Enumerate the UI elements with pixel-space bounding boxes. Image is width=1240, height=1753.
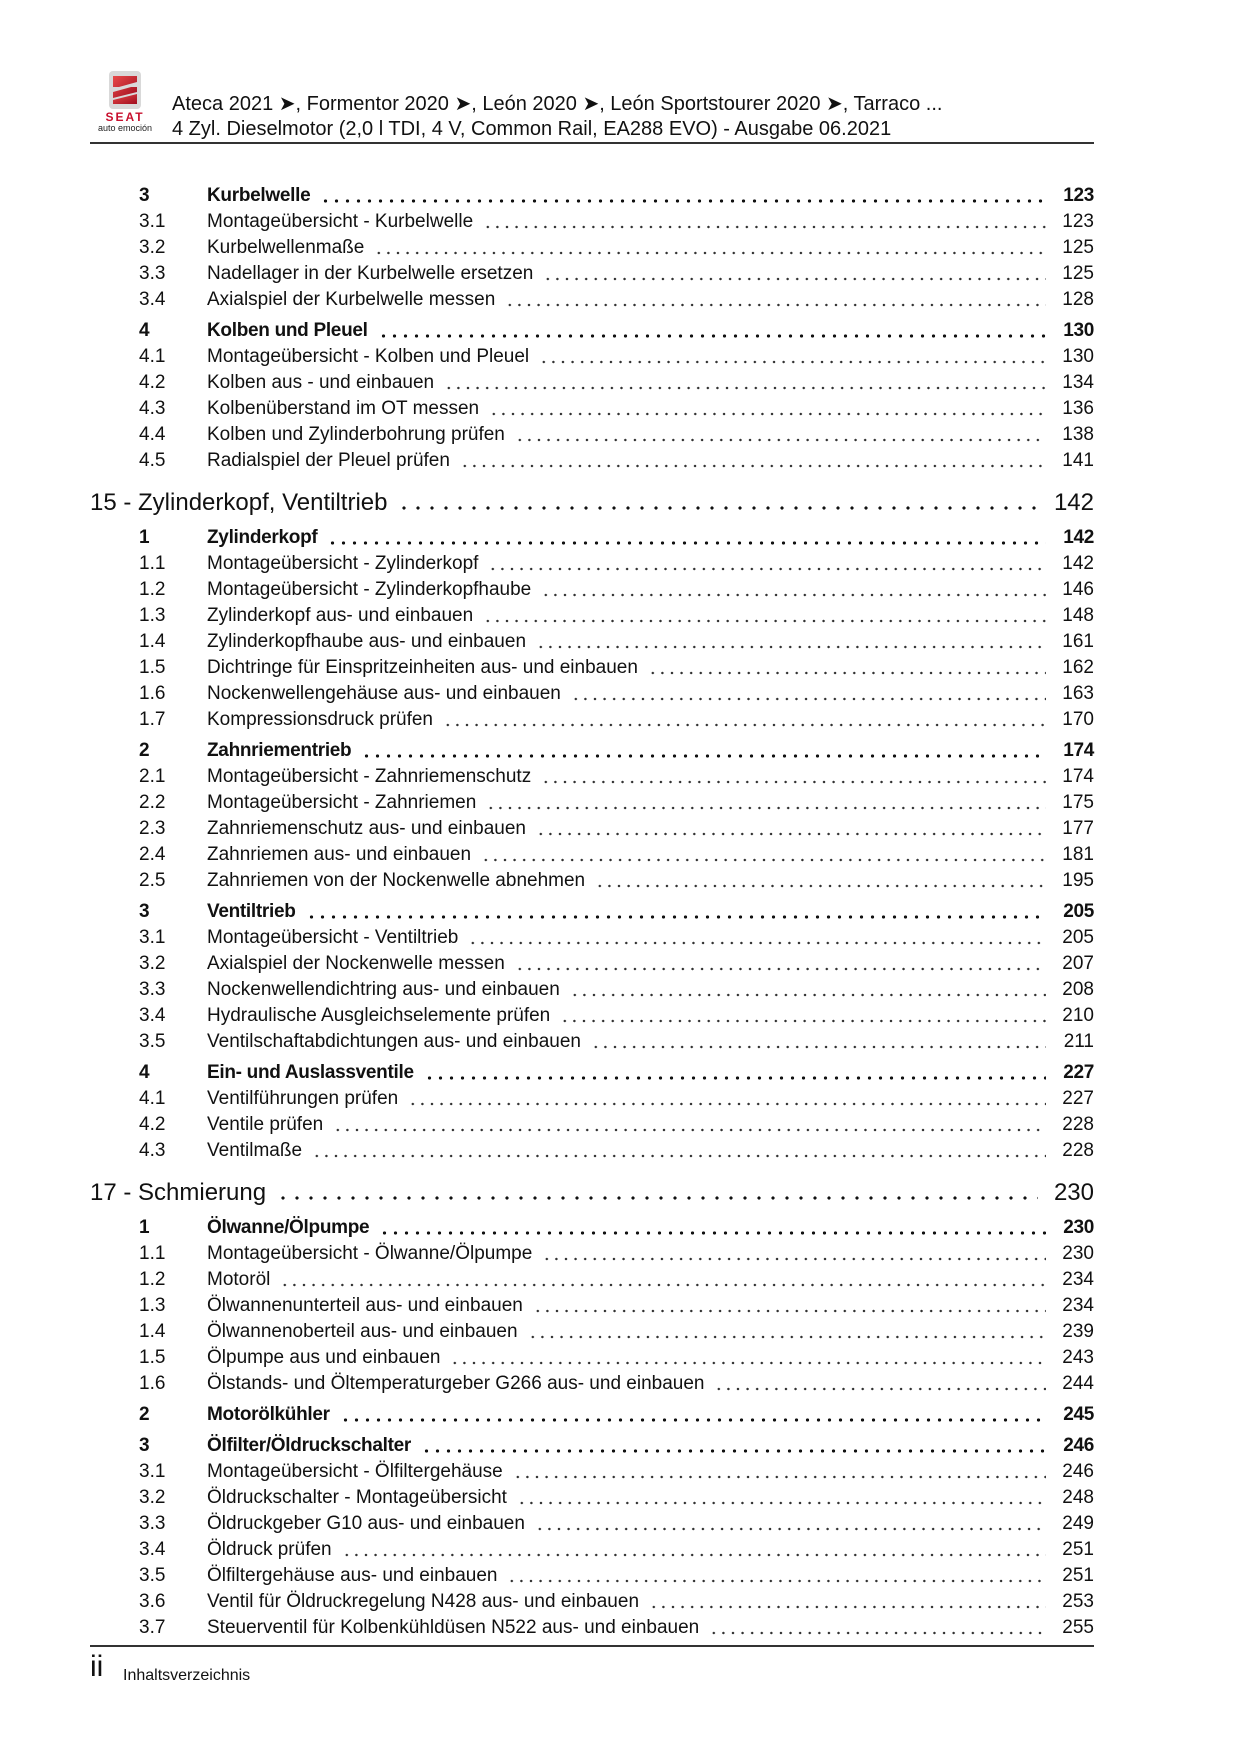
toc-leader-dots [536,832,1046,836]
toc-entry-title: Ölfilter/Öldruckschalter [207,1435,411,1456]
toc-entry-page: 227 [1062,1088,1094,1109]
toc-entry-page: 148 [1062,605,1094,626]
toc-item-row[interactable] [90,707,1094,733]
toc-entry-number: 4.3 [139,398,166,419]
toc-entry-number: 3.2 [139,237,166,258]
toc-entry-title: Motoröl [207,1269,271,1290]
toc-entry-number: 3.3 [139,263,166,284]
toc-entry-number: 1.2 [139,579,166,600]
toc-entry-title: Zylinderkopf aus- und einbauen [207,605,474,626]
toc-leader-dots [536,645,1046,649]
toc-entry-page: 123 [1063,185,1094,206]
toc-leader-dots [648,671,1046,675]
toc-section-row[interactable] [90,1215,1094,1241]
toc-entry-title: Öldruck prüfen [207,1539,332,1560]
toc-entry-title: Montageübersicht - Zylinderkopfhaube [207,579,532,600]
toc-entry-number: 3 [139,185,150,206]
toc-entry-number: 1.3 [139,1295,166,1316]
toc-entry-number: 3.4 [139,1539,166,1560]
toc-entry-number: 1.6 [139,1373,166,1394]
toc-entry-number: 3.1 [139,927,166,948]
toc-leader-dots [528,1335,1046,1339]
toc-entry-page: 253 [1062,1591,1094,1612]
toc-item-row[interactable] [90,681,1094,707]
toc-entry-title: Zahnriemenschutz aus- und einbauen [207,818,526,839]
toc-entry-page: 211 [1063,1031,1094,1052]
toc-entry-page: 134 [1062,372,1094,393]
toc-entry-number: 3.5 [139,1031,166,1052]
toc-entry-page: 163 [1062,683,1094,704]
toc-section-row[interactable] [90,738,1094,764]
toc-leader-dots [280,1283,1046,1287]
toc-entry-title: Ölstands- und Öltemperaturgeber G266 aus- und einbauen [207,1373,705,1394]
toc-item-row[interactable] [90,1615,1094,1641]
toc-section-row[interactable] [90,1060,1094,1086]
toc-entry-number: 4 [139,1062,150,1083]
toc-leader-dots [507,1579,1046,1583]
toc-entry-page: 181 [1062,844,1094,865]
toc-leader-dots [649,1605,1046,1609]
toc-entry-number: 2 [139,1404,150,1425]
toc-entry-number: 1.1 [139,1243,166,1264]
toc-item-row[interactable] [90,1511,1094,1537]
toc-item-row[interactable] [90,977,1094,1003]
toc-entry-title: Öldruckgeber G10 aus- und einbauen [207,1513,525,1534]
toc-entry-title: Nockenwellengehäuse aus- und einbauen [207,683,561,704]
toc-entry-number: 4.5 [139,450,166,471]
toc-entry-page: 195 [1062,870,1094,891]
toc-item-row[interactable] [90,1293,1094,1319]
toc-entry-number: 1.4 [139,631,166,652]
toc-entry-number: 1.5 [139,1347,166,1368]
toc-leader-dots [320,199,1046,203]
toc-entry-page: 128 [1062,289,1094,310]
toc-item-row[interactable] [90,1112,1094,1138]
toc-entry-page: 174 [1063,740,1094,761]
toc-leader-dots [489,412,1046,416]
toc-entry-number: 4.1 [139,1088,166,1109]
toc-item-row[interactable] [90,422,1094,448]
toc-leader-dots [513,1475,1046,1479]
toc-entry-page: 175 [1062,792,1094,813]
toc-entry-page: 142 [1063,527,1094,548]
toc-leader-dots [468,941,1046,945]
toc-entry-title: Montageübersicht - Kolben und Pleuel [207,346,530,367]
toc-entry-title: Montageübersicht - Zylinderkopf [207,553,479,574]
toc-entry-page: 125 [1062,263,1094,284]
toc-leader-dots [276,1196,1038,1200]
toc-item-row[interactable] [90,951,1094,977]
toc-leader-dots [443,723,1046,727]
toc-entry-number: 1.4 [139,1321,166,1342]
toc-entry-title: Kolben aus - und einbauen [207,372,435,393]
toc-leader-dots [342,1553,1046,1557]
toc-item-row[interactable] [90,655,1094,681]
toc-entry-number: 3.3 [139,979,166,1000]
toc-entry-title: Kurbelwelle [207,185,311,206]
toc-item-row[interactable] [90,1086,1094,1112]
toc-entry-title: Ventilmaße [207,1140,303,1161]
toc-item-row[interactable] [90,868,1094,894]
toc-leader-dots [542,1257,1046,1261]
toc-entry-number: 3.1 [139,211,166,232]
footer-section-title: Inhaltsverzeichnis [123,1667,251,1684]
toc-item-row[interactable] [90,1138,1094,1164]
toc-item-row[interactable] [90,1485,1094,1511]
toc-entry-number: 4.3 [139,1140,166,1161]
toc-entry-number: 1.6 [139,683,166,704]
toc-entry-title: Motorölkühler [207,1404,330,1425]
toc-leader-dots [378,334,1046,338]
toc-entry-page: 227 [1063,1062,1094,1083]
toc-entry-number: 1 [139,1217,150,1238]
toc-item-row[interactable] [90,1537,1094,1563]
toc-entry-page: 210 [1062,1005,1094,1026]
toc-entry-title: Ölwanne/Ölpumpe [207,1217,370,1238]
toc-entry-title: Montageübersicht - Zahnriemen [207,792,477,813]
toc-entry-title: Kurbelwellenmaße [207,237,365,258]
toc-entry-title: Montageübersicht - Ölfiltergehäuse [207,1461,503,1482]
toc-item-row[interactable] [90,1029,1094,1055]
toc-entry-number: 4.1 [139,346,166,367]
toc-entry-title: Ventile prüfen [207,1114,324,1135]
toc-entry-page: 123 [1062,211,1094,232]
toc-section-row[interactable] [90,318,1094,344]
toc-entry-page: 205 [1063,901,1094,922]
toc-entry-page: 162 [1062,657,1094,678]
logo-brand: SEAT [105,110,145,124]
toc-leader-dots [408,1102,1046,1106]
toc-entry-title: Ölwannenunterteil aus- und einbauen [207,1295,523,1316]
toc-entry-number: 3.5 [139,1565,166,1586]
toc-entry-number: 3.1 [139,1461,166,1482]
toc-entry-title: Axialspiel der Kurbelwelle messen [207,289,496,310]
toc-entry-page: 243 [1062,1347,1094,1368]
toc-leader-dots [312,1154,1046,1158]
toc-item-row[interactable] [90,1241,1094,1267]
footer-page-number: ii [90,1650,104,1683]
toc-entry-title: Ventilführungen prüfen [207,1088,399,1109]
toc-entry-page: 136 [1062,398,1094,419]
toc-item-row[interactable] [90,1459,1094,1485]
toc-entry-page: 249 [1062,1513,1094,1534]
toc-entry-page: 161 [1062,631,1094,652]
toc-item-row[interactable] [90,344,1094,370]
toc-entry-number: 4.4 [139,424,166,445]
toc-entry-title: 17 - Schmierung [90,1179,267,1206]
toc-item-row[interactable] [90,629,1094,655]
toc-leader-dots [481,858,1046,862]
toc-entry-title: Kolbenüberstand im OT messen [207,398,480,419]
toc-leader-dots [709,1631,1046,1635]
toc-item-row[interactable] [90,577,1094,603]
toc-leader-dots [340,1418,1046,1422]
toc-section-row[interactable] [90,525,1094,551]
toc-leader-dots [570,993,1046,997]
toc-item-row[interactable] [90,448,1094,474]
toc-entry-title: Hydraulische Ausgleichselemente prüfen [207,1005,551,1026]
toc-leader-dots [714,1387,1046,1391]
toc-entry-page: 130 [1062,346,1094,367]
toc-item-row[interactable] [90,1345,1094,1371]
toc-leader-dots [517,1501,1046,1505]
toc-entry-title: Kolben und Zylinderbohrung prüfen [207,424,505,445]
toc-section-row[interactable] [90,183,1094,209]
toc-leader-dots [591,1045,1046,1049]
toc-entry-number: 3.7 [139,1617,166,1638]
toc-entry-title: Zahnriemen von der Nockenwelle abnehmen [207,870,586,891]
toc-entry-title: Zahnriemen aus- und einbauen [207,844,472,865]
toc-section-row[interactable] [90,1433,1094,1459]
toc-leader-dots [327,541,1046,545]
toc-entry-number: 3 [139,1435,150,1456]
toc-entry-page: 230 [1063,1217,1094,1238]
page-header [172,92,942,142]
toc-item-row[interactable] [90,235,1094,261]
toc-entry-title: Ölwannenoberteil aus- und einbauen [207,1321,518,1342]
toc-entry-page: 174 [1062,766,1094,787]
toc-item-row[interactable] [90,1267,1094,1293]
toc-leader-dots [333,1128,1046,1132]
toc-entry-title: Montageübersicht - Zahnriemenschutz [207,766,532,787]
toc-item-row[interactable] [90,925,1094,951]
toc-item-row[interactable] [90,209,1094,235]
toc-entry-page: 130 [1063,320,1094,341]
toc-leader-dots [361,754,1046,758]
toc-entry-title: Zylinderkopf [207,527,318,548]
toc-entry-page: 170 [1062,709,1094,730]
toc-entry-title: Nockenwellendichtring aus- und einbauen [207,979,560,1000]
toc-entry-title: Ölfiltergehäuse aus- und einbauen [207,1565,498,1586]
toc-entry-number: 2.5 [139,870,166,891]
toc-entry-title: Öldruckschalter - Montageübersicht [207,1487,507,1508]
toc-item-row[interactable] [90,603,1094,629]
toc-entry-page: 246 [1063,1435,1094,1456]
toc-entry-number: 1.3 [139,605,166,626]
toc-entry-title: Dichtringe für Einspritzeinheiten aus- und einbauen [207,657,638,678]
toc-leader-dots [543,277,1046,281]
toc-leader-dots [539,360,1046,364]
footer-divider [90,1645,1094,1647]
toc-leader-dots [424,1076,1046,1080]
toc-leader-dots [374,251,1046,255]
toc-entry-title: Radialspiel der Pleuel prüfen [207,450,450,471]
toc-leader-dots [486,806,1046,810]
toc-entry-page: 207 [1062,953,1094,974]
toc-entry-page: 228 [1062,1140,1094,1161]
toc-entry-number: 3.2 [139,1487,166,1508]
toc-item-row[interactable] [90,396,1094,422]
toc-entry-title: Zahnriementrieb [207,740,352,761]
toc-entry-page: 255 [1062,1617,1094,1638]
toc-entry-page: 251 [1062,1539,1094,1560]
toc-entry-page: 244 [1062,1373,1094,1394]
toc-entry-title: Ventilschaftabdichtungen aus- und einbauen [207,1031,581,1052]
toc-item-row[interactable] [90,1371,1094,1397]
toc-entry-page: 230 [1053,1179,1094,1206]
toc-entry-number: 1 [139,527,150,548]
toc-leader-dots [444,386,1046,390]
toc-item-row[interactable] [90,287,1094,313]
toc-entry-page: 234 [1062,1295,1094,1316]
header-engine: 4 Zyl. Dieselmotor (2,0 l TDI, 4 V, Common Rail, EA288 EVO) - Ausgabe 06.2021 [172,118,892,140]
toc-leader-dots [460,464,1046,468]
toc-item-row[interactable] [90,790,1094,816]
toc-leader-dots [533,1309,1046,1313]
toc-entry-page: 142 [1053,489,1094,516]
toc-entry-page: 248 [1062,1487,1094,1508]
toc-item-row[interactable] [90,816,1094,842]
toc-entry-page: 177 [1062,818,1094,839]
header-models: Ateca 2021 ➤, Formentor 2020 ➤, León 2020 ➤, León Sportstourer 2020 ➤, Tarraco ... [172,93,943,115]
toc-entry-page: 205 [1062,927,1094,948]
toc-leader-dots [541,780,1046,784]
toc-entry-page: 234 [1062,1269,1094,1290]
toc-entry-title: Ventil für Öldruckregelung N428 aus- und einbauen [207,1591,640,1612]
seat-logo-icon [107,70,143,110]
toc-entry-number: 1.5 [139,657,166,678]
toc-entry-number: 2.3 [139,818,166,839]
toc-entry-number: 4 [139,320,150,341]
toc-chapter-row[interactable] [90,1176,1094,1210]
toc-leader-dots [515,438,1046,442]
table-of-contents [90,178,1094,1641]
toc-entry-page: 138 [1062,424,1094,445]
toc-section-row[interactable] [90,899,1094,925]
toc-entry-title: Montageübersicht - Ölwanne/Ölpumpe [207,1243,533,1264]
toc-entry-number: 2 [139,740,150,761]
toc-entry-title: Montageübersicht - Kurbelwelle [207,211,474,232]
toc-entry-title: Kolben und Pleuel [207,320,368,341]
toc-entry-page: 245 [1063,1404,1094,1425]
toc-entry-number: 2.4 [139,844,166,865]
toc-chapter-row[interactable] [90,486,1094,520]
toc-entry-title: 15 - Zylinderkopf, Ventiltrieb [90,489,388,516]
toc-leader-dots [450,1361,1046,1365]
toc-entry-number: 3.6 [139,1591,166,1612]
toc-entry-number: 4.2 [139,372,166,393]
toc-entry-title: Montageübersicht - Ventiltrieb [207,927,459,948]
toc-leader-dots [397,506,1038,510]
toc-entry-title: Kompressionsdruck prüfen [207,709,433,730]
toc-section-row[interactable] [90,1402,1094,1428]
toc-entry-title: Axialspiel der Nockenwelle messen [207,953,505,974]
toc-entry-page: 251 [1062,1565,1094,1586]
toc-item-row[interactable] [90,1319,1094,1345]
toc-entry-title: Ölpumpe aus und einbauen [207,1347,441,1368]
toc-entry-number: 2.2 [139,792,166,813]
toc-leader-dots [488,567,1046,571]
toc-item-row[interactable] [90,261,1094,287]
toc-entry-page: 230 [1062,1243,1094,1264]
toc-entry-page: 146 [1062,579,1094,600]
toc-entry-number: 1.1 [139,553,166,574]
toc-entry-page: 142 [1062,553,1094,574]
toc-item-row[interactable] [90,370,1094,396]
toc-entry-title: Nadellager in der Kurbelwelle ersetzen [207,263,534,284]
toc-leader-dots [595,884,1046,888]
toc-entry-number: 2.1 [139,766,166,787]
toc-entry-number: 3.4 [139,1005,166,1026]
toc-entry-page: 125 [1062,237,1094,258]
toc-entry-page: 228 [1062,1114,1094,1135]
toc-item-row[interactable] [90,551,1094,577]
toc-entry-page: 246 [1062,1461,1094,1482]
toc-entry-page: 141 [1062,450,1094,471]
toc-entry-title: Steuerventil für Kolbenkühldüsen N522 aus- und einbauen [207,1617,700,1638]
toc-entry-number: 3.2 [139,953,166,974]
toc-leader-dots [505,303,1046,307]
toc-leader-dots [421,1449,1046,1453]
toc-entry-number: 1.7 [139,709,166,730]
toc-leader-dots [535,1527,1046,1531]
toc-entry-title: Ventiltrieb [207,901,296,922]
toc-entry-number: 3.4 [139,289,166,310]
toc-entry-page: 208 [1062,979,1094,1000]
toc-item-row[interactable] [90,1003,1094,1029]
toc-entry-title: Ein- und Auslassventile [207,1062,414,1083]
logo-tagline: auto emoción [97,123,153,133]
toc-leader-dots [379,1231,1046,1235]
toc-leader-dots [560,1019,1046,1023]
toc-leader-dots [515,967,1046,971]
header-divider [90,142,1094,144]
toc-entry-number: 4.2 [139,1114,166,1135]
toc-entry-number: 3 [139,901,150,922]
toc-leader-dots [541,593,1046,597]
toc-item-row[interactable] [90,764,1094,790]
toc-entry-number: 1.2 [139,1269,166,1290]
seat-logo [88,70,162,132]
toc-entry-number: 3.3 [139,1513,166,1534]
toc-entry-page: 239 [1062,1321,1094,1342]
toc-entry-title: Zylinderkopfhaube aus- und einbauen [207,631,527,652]
toc-item-row[interactable] [90,1589,1094,1615]
toc-item-row[interactable] [90,842,1094,868]
toc-leader-dots [571,697,1046,701]
toc-leader-dots [483,225,1046,229]
toc-leader-dots [306,915,1046,919]
toc-item-row[interactable] [90,1563,1094,1589]
toc-leader-dots [483,619,1046,623]
